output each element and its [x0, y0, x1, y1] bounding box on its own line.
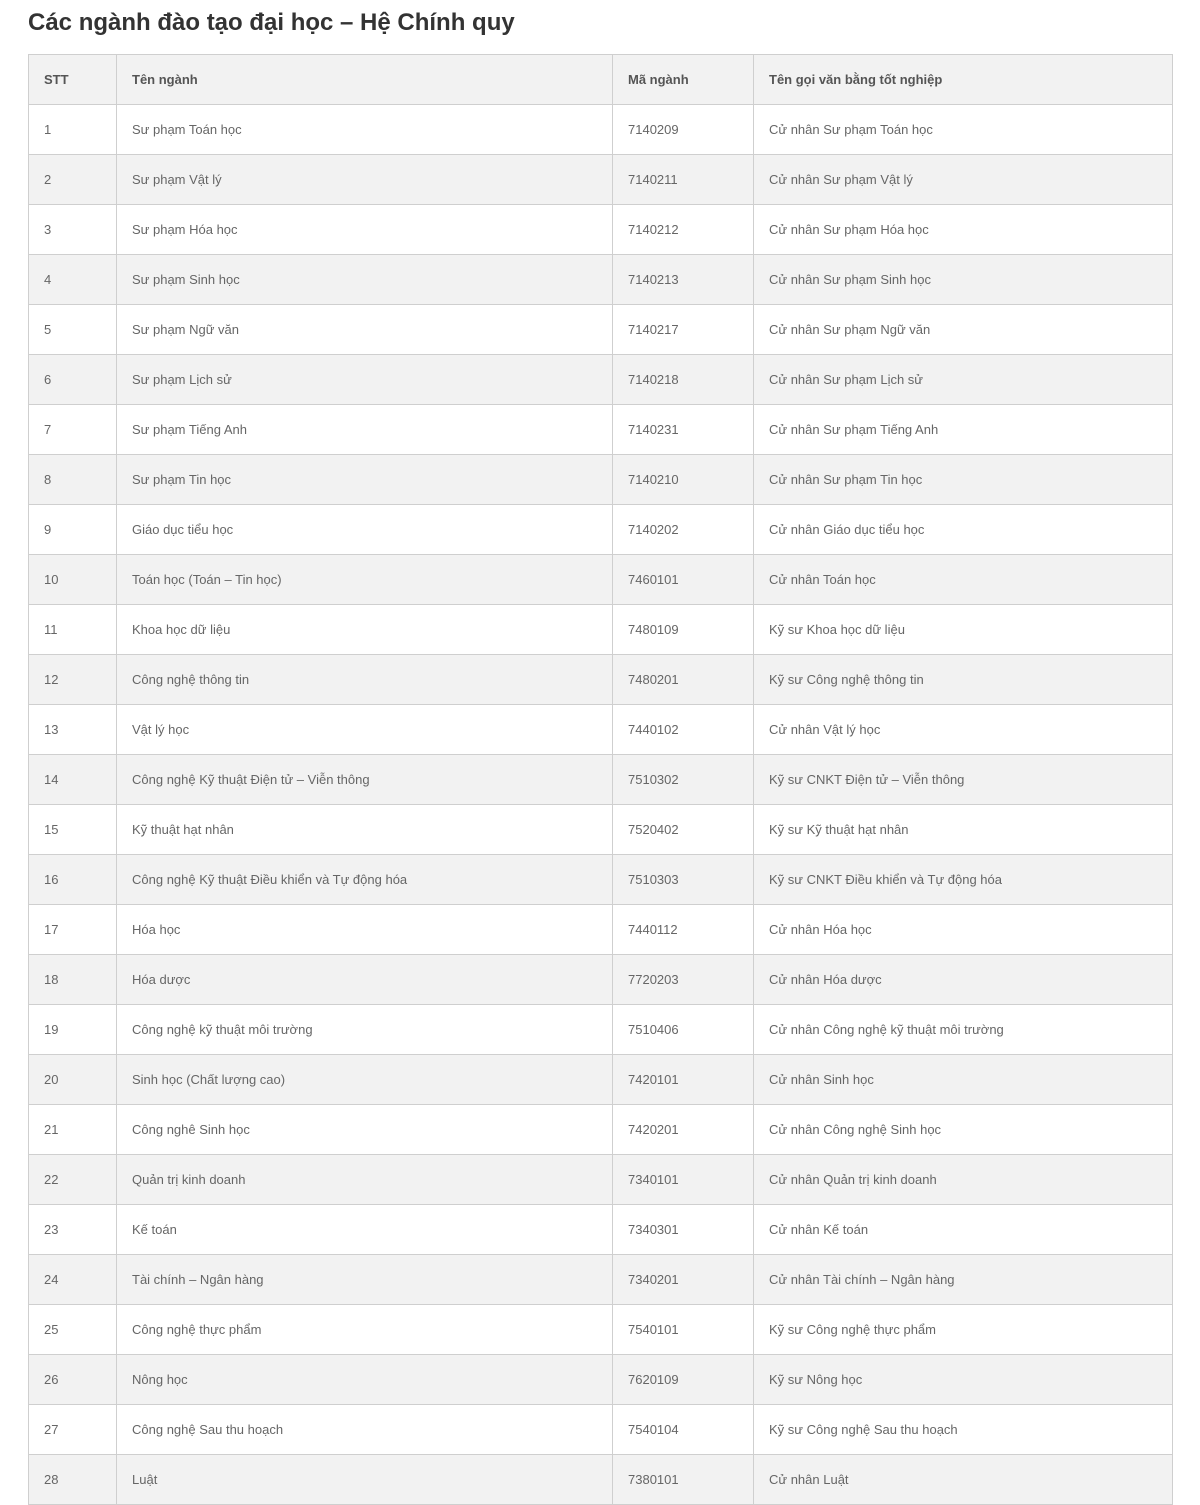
table-row [29, 1005, 1173, 1055]
table-row [29, 355, 1173, 405]
table-row [29, 1305, 1173, 1355]
cell-major-name: Tài chính – Ngân hàng [117, 1255, 613, 1305]
cell-major-name: Luật [117, 1455, 613, 1505]
table-row [29, 705, 1173, 755]
cell-degree-title: Cử nhân Sinh học [754, 1055, 1173, 1105]
cell-stt: 27 [29, 1405, 117, 1455]
cell-stt: 13 [29, 705, 117, 755]
cell-stt: 20 [29, 1055, 117, 1105]
cell-major-code: 7480109 [613, 605, 754, 655]
cell-major-name: Công nghệ Kỹ thuật Điều khiển và Tự động hóa [117, 855, 613, 905]
cell-major-code: 7440102 [613, 705, 754, 755]
cell-major-code: 7420201 [613, 1105, 754, 1155]
cell-major-name: Toán học (Toán – Tin học) [117, 555, 613, 605]
table-row [29, 105, 1173, 155]
majors-table [28, 54, 1173, 1505]
cell-major-code: 7140210 [613, 455, 754, 505]
cell-major-name: Sư phạm Toán học [117, 105, 613, 155]
cell-degree-title: Cử nhân Sư phạm Sinh học [754, 255, 1173, 305]
table-body [29, 105, 1173, 1505]
cell-degree-title: Kỹ sư Kỹ thuật hạt nhân [754, 805, 1173, 855]
cell-major-name: Nông học [117, 1355, 613, 1405]
cell-major-code: 7510303 [613, 855, 754, 905]
cell-major-name: Công nghệ thông tin [117, 655, 613, 705]
cell-major-code: 7140218 [613, 355, 754, 405]
cell-degree-title: Cử nhân Kế toán [754, 1205, 1173, 1255]
cell-degree-title: Cử nhân Vật lý học [754, 705, 1173, 755]
header-stt: STT [29, 55, 117, 105]
cell-major-code: 7460101 [613, 555, 754, 605]
cell-stt: 19 [29, 1005, 117, 1055]
table-row [29, 755, 1173, 805]
cell-degree-title: Cử nhân Toán học [754, 555, 1173, 605]
cell-major-name: Hóa học [117, 905, 613, 955]
cell-stt: 7 [29, 405, 117, 455]
table-row [29, 1105, 1173, 1155]
table-row [29, 205, 1173, 255]
cell-major-name: Sư phạm Hóa học [117, 205, 613, 255]
table-row [29, 1405, 1173, 1455]
cell-degree-title: Cử nhân Công nghệ kỹ thuật môi trường [754, 1005, 1173, 1055]
table-row [29, 955, 1173, 1005]
cell-stt: 26 [29, 1355, 117, 1405]
table-row [29, 455, 1173, 505]
cell-degree-title: Cử nhân Tài chính – Ngân hàng [754, 1255, 1173, 1305]
cell-degree-title: Cử nhân Sư phạm Hóa học [754, 205, 1173, 255]
cell-major-code: 7380101 [613, 1455, 754, 1505]
cell-stt: 12 [29, 655, 117, 705]
cell-major-code: 7540104 [613, 1405, 754, 1455]
table-row [29, 605, 1173, 655]
cell-major-name: Giáo dục tiểu học [117, 505, 613, 555]
table-header [29, 55, 1173, 105]
cell-degree-title: Kỹ sư Công nghệ thực phẩm [754, 1305, 1173, 1355]
cell-major-name: Kế toán [117, 1205, 613, 1255]
cell-degree-title: Cử nhân Hóa dược [754, 955, 1173, 1005]
cell-degree-title: Cử nhân Hóa học [754, 905, 1173, 955]
table-row [29, 1455, 1173, 1505]
cell-major-code: 7520402 [613, 805, 754, 855]
cell-stt: 23 [29, 1205, 117, 1255]
cell-major-code: 7440112 [613, 905, 754, 955]
table-row [29, 155, 1173, 205]
header-major-code: Mã ngành [613, 55, 754, 105]
cell-major-code: 7140212 [613, 205, 754, 255]
cell-degree-title: Kỹ sư Nông học [754, 1355, 1173, 1405]
cell-major-code: 7540101 [613, 1305, 754, 1355]
cell-degree-title: Kỹ sư CNKT Điện tử – Viễn thông [754, 755, 1173, 805]
cell-major-name: Công nghệ thực phẩm [117, 1305, 613, 1355]
cell-degree-title: Kỹ sư Công nghệ thông tin [754, 655, 1173, 705]
table-row [29, 255, 1173, 305]
table-row [29, 1255, 1173, 1305]
table-row [29, 1155, 1173, 1205]
cell-major-code: 7340201 [613, 1255, 754, 1305]
table-row [29, 1055, 1173, 1105]
cell-stt: 25 [29, 1305, 117, 1355]
cell-degree-title: Cử nhân Sư phạm Lịch sử [754, 355, 1173, 405]
cell-major-name: Sinh học (Chất lượng cao) [117, 1055, 613, 1105]
cell-degree-title: Cử nhân Sư phạm Vật lý [754, 155, 1173, 205]
table-row [29, 855, 1173, 905]
cell-major-code: 7340301 [613, 1205, 754, 1255]
header-major-name: Tên ngành [117, 55, 613, 105]
page-title: Các ngành đào tạo đại học – Hệ Chính quy [28, 9, 515, 36]
cell-major-code: 7720203 [613, 955, 754, 1005]
table-row [29, 1355, 1173, 1405]
cell-stt: 5 [29, 305, 117, 355]
cell-major-name: Sư phạm Ngữ văn [117, 305, 613, 355]
cell-degree-title: Cử nhân Sư phạm Toán học [754, 105, 1173, 155]
cell-major-name: Kỹ thuật hạt nhân [117, 805, 613, 855]
cell-major-name: Vật lý học [117, 705, 613, 755]
cell-stt: 17 [29, 905, 117, 955]
cell-major-name: Quản trị kinh doanh [117, 1155, 613, 1205]
cell-stt: 1 [29, 105, 117, 155]
cell-stt: 28 [29, 1455, 117, 1505]
cell-major-name: Công nghệ kỹ thuật môi trường [117, 1005, 613, 1055]
cell-major-name: Công nghê Sinh học [117, 1105, 613, 1155]
cell-stt: 21 [29, 1105, 117, 1155]
cell-degree-title: Cử nhân Sư phạm Ngữ văn [754, 305, 1173, 355]
cell-degree-title: Cử nhân Công nghệ Sinh học [754, 1105, 1173, 1155]
table-row [29, 1205, 1173, 1255]
cell-stt: 24 [29, 1255, 117, 1305]
cell-major-name: Khoa học dữ liệu [117, 605, 613, 655]
cell-stt: 11 [29, 605, 117, 655]
cell-degree-title: Cử nhân Sư phạm Tiếng Anh [754, 405, 1173, 455]
cell-major-code: 7510406 [613, 1005, 754, 1055]
header-row [29, 55, 1173, 105]
cell-stt: 22 [29, 1155, 117, 1205]
cell-major-code: 7140209 [613, 105, 754, 155]
cell-major-name: Sư phạm Tiếng Anh [117, 405, 613, 455]
cell-stt: 15 [29, 805, 117, 855]
cell-major-code: 7140217 [613, 305, 754, 355]
cell-major-code: 7140231 [613, 405, 754, 455]
cell-stt: 8 [29, 455, 117, 505]
cell-stt: 10 [29, 555, 117, 605]
cell-major-name: Sư phạm Tin học [117, 455, 613, 505]
cell-degree-title: Kỹ sư Công nghệ Sau thu hoạch [754, 1405, 1173, 1455]
cell-degree-title: Cử nhân Giáo dục tiểu học [754, 505, 1173, 555]
table-row [29, 655, 1173, 705]
cell-major-code: 7510302 [613, 755, 754, 805]
cell-major-code: 7480201 [613, 655, 754, 705]
cell-stt: 6 [29, 355, 117, 405]
cell-stt: 4 [29, 255, 117, 305]
table-row [29, 405, 1173, 455]
cell-major-code: 7140202 [613, 505, 754, 555]
cell-major-name: Công nghệ Sau thu hoạch [117, 1405, 613, 1455]
table-row [29, 505, 1173, 555]
cell-degree-title: Kỹ sư CNKT Điều khiển và Tự động hóa [754, 855, 1173, 905]
table-row [29, 905, 1173, 955]
cell-major-name: Hóa dược [117, 955, 613, 1005]
cell-degree-title: Kỹ sư Khoa học dữ liệu [754, 605, 1173, 655]
cell-stt: 2 [29, 155, 117, 205]
cell-major-code: 7420101 [613, 1055, 754, 1105]
cell-degree-title: Cử nhân Quản trị kinh doanh [754, 1155, 1173, 1205]
table-row [29, 305, 1173, 355]
cell-major-code: 7340101 [613, 1155, 754, 1205]
cell-major-code: 7620109 [613, 1355, 754, 1405]
table-row [29, 805, 1173, 855]
cell-major-name: Công nghệ Kỹ thuật Điện tử – Viễn thông [117, 755, 613, 805]
cell-major-code: 7140213 [613, 255, 754, 305]
cell-major-name: Sư phạm Vật lý [117, 155, 613, 205]
cell-stt: 18 [29, 955, 117, 1005]
cell-stt: 16 [29, 855, 117, 905]
cell-degree-title: Cử nhân Luật [754, 1455, 1173, 1505]
cell-stt: 9 [29, 505, 117, 555]
cell-major-name: Sư phạm Lịch sử [117, 355, 613, 405]
cell-stt: 3 [29, 205, 117, 255]
cell-stt: 14 [29, 755, 117, 805]
cell-degree-title: Cử nhân Sư phạm Tin học [754, 455, 1173, 505]
header-degree-title: Tên gọi văn bằng tốt nghiệp [754, 55, 1173, 105]
cell-major-code: 7140211 [613, 155, 754, 205]
table-row [29, 555, 1173, 605]
cell-major-name: Sư phạm Sinh học [117, 255, 613, 305]
